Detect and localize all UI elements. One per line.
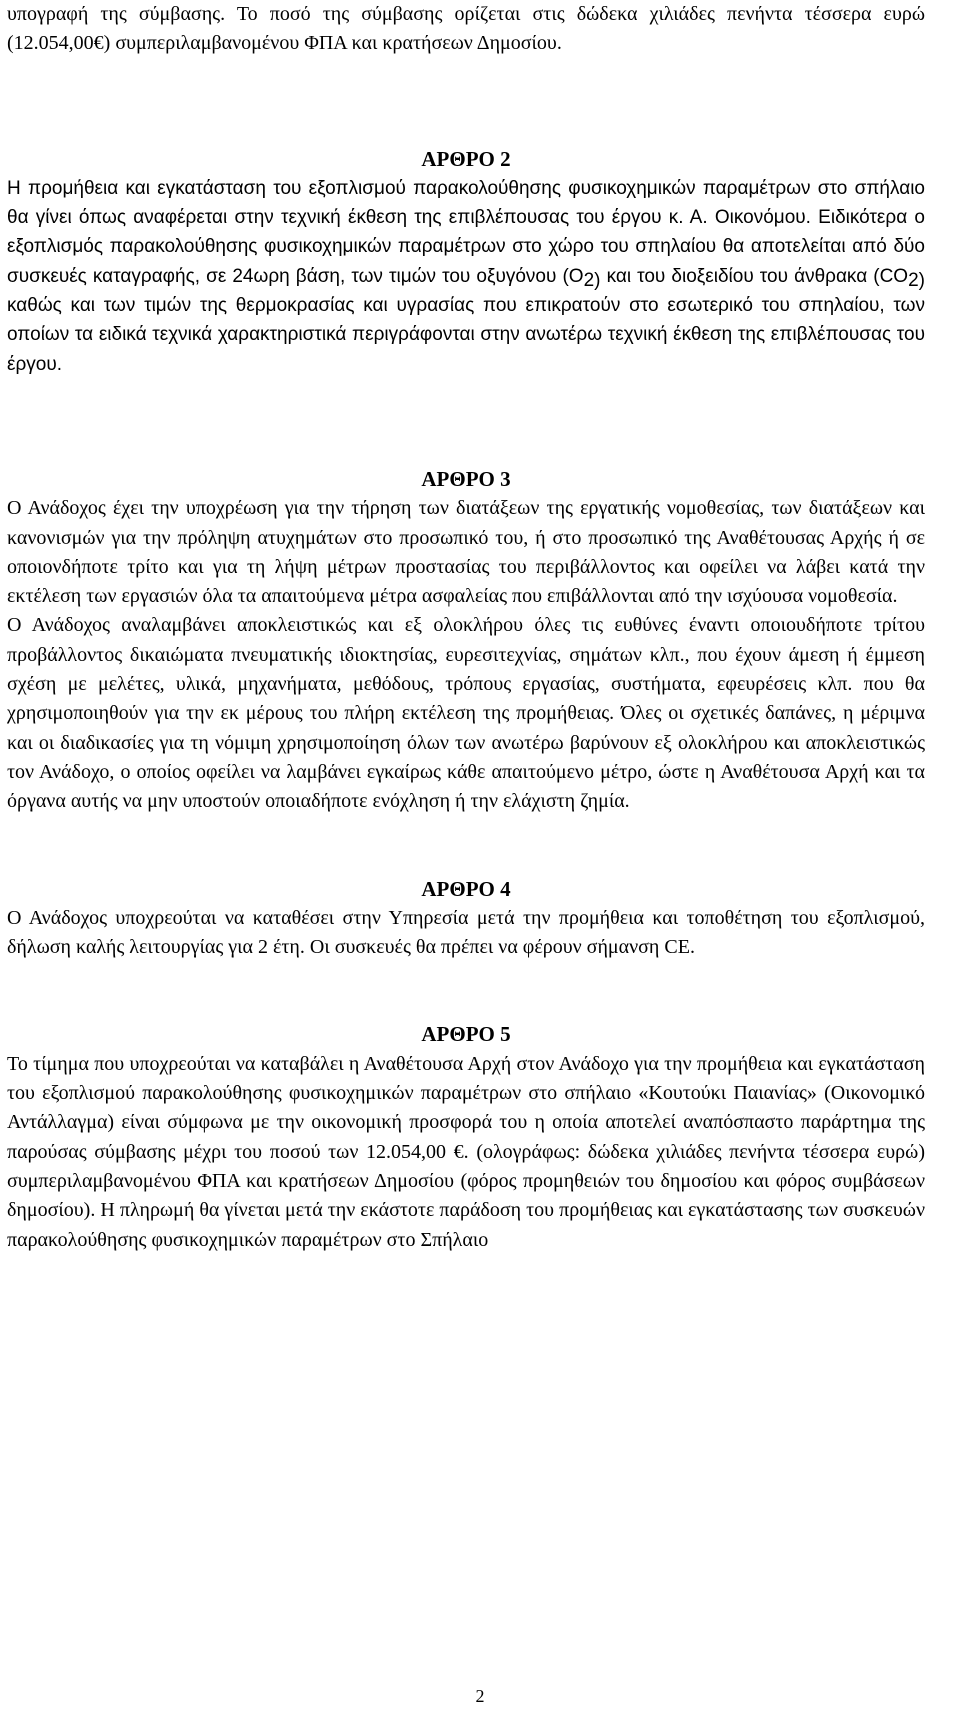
spacer [7,59,925,145]
article-3-heading: ΑΡΘΡΟ 3 [421,466,511,491]
article-4-heading: ΑΡΘΡΟ 4 [421,876,511,901]
oxygen-subscript: 2) [583,269,601,291]
spacer [7,962,925,1020]
document-page [7,0,925,1255]
page-number: 2 [475,1686,485,1706]
intro-paragraph: υπογραφή της σύμβασης. Το ποσό της σύμβασης ορίζεται στις δώδεκα χιλιάδες πενήντα τέσσερα ευρώ (12.054,00€) συμπεριλαμβανομένου ΦΠΑ και κρατήσεων Δημοσίου. [7,3,925,55]
article-5-body: Το τίμημα που υποχρεούται να καταβάλει η Αναθέτουσα Αρχή στον Ανάδοχο για την προμήθεια και εγκατάσταση του εξοπλισμού παρακολούθησης φυσικοχημικών παραμέτρων στο σπήλαιο «Κουτούκι Παιανίας» (Οικονομικό Αντάλλαγμα) είναι σύμφωνα με την οικονομική προσφορά του η οποία αποτελεί αναπόσπαστο παράρτημα της παρούσας σύμβασης μέχρι του ποσού των 12.054,00 €. (ολογράφως: δώδεκα χιλιάδες πενήντα τέσσερα ευρώ) συμπεριλαμβανομένου ΦΠΑ και κρατήσεων Δημοσίου (φόρος προμηθειών του δημοσίου και φόρος συμβάσεων δημοσίου). Η πληρωμή θα γίνεται μετά την εκάστοτε παράδοση του προμήθειας και εγκατάστασης των συσκευών παρακολούθησης φυσικοχημικών παραμέτρων στο Σπήλαιο [7,1052,925,1251]
spacer [7,379,925,465]
article-2-body [7,174,925,379]
article-5-heading: ΑΡΘΡΟ 5 [421,1022,511,1047]
article-2-text-b: και του διοξειδίου του άνθρακα (CO [600,265,909,287]
article-4-body: Ο Ανάδοχος υποχρεούται να καταθέσει στην Υπηρεσία μετά την προμήθεια και τοποθέτηση του εξοπλισμού, δήλωση καλής λειτουργίας για 2 έτη. Οι συσκευές θα πρέπει να φέρουν σήμανση CE. [7,906,925,959]
article-3-paragraph-2: Ο Ανάδοχος αναλαμβάνει αποκλειστικώς και εξ ολοκλήρου όλες τις ευθύνες έναντι οποιουδήποτε τρίτου προβάλλοντος δικαιώματα πνευματικής ιδιοκτησίας, ευρεσιτεχνίας, σημάτων κλπ., που έχουν άμεση ή έμμεση σχέση με μελέτες, υλικά, μηχανήματα, μεθόδους, τρόπους εργασίας, συστήματα, εφευρέσεις κλπ. που θα χρησιμοποιηθούν για την εκ μέρους του πλήρη εκτέλεση της προμήθειας. Όλες οι σχετικές δαπάνες, η μέριμνα και οι διαδικασίες για τη νόμιμη χρησιμοποίηση όλων των ανωτέρω βαρύνουν εξ ολοκλήρου και αποκλειστικώς τον Ανάδοχο, ο οποίος οφείλει να λαμβάνει εγκαίρως κάθε απαιτούμενο μέτρο, ώστε η Αναθέτουσα Αρχή και τα όργανα αυτής να μην υποστούν οποιαδήποτε ενόχληση ή την ελάχιστη ζημία. [7,614,925,813]
article-2-text-a: Η προμήθεια και εγκατάσταση του εξοπλισμού παρακολούθησης φυσικοχημικών παραμέτρων στο σπήλαιο θα γίνει όπως αναφέρεται στην τεχνική έκθεση της επιβλέπουσας του έργου κ. Α. Οικονόμου. Ειδικότερα ο εξοπλισμός παρακολούθησης φυσικοχημικών παραμέτρων στο χώρο του σπηλαίου θα αποτελείται από δύο συσκευές καταγραφής, σε 24ωρη βάση, των τιμών του οξυγόνου (Ο [7,177,925,287]
article-2-text-c: καθώς και των τιμών της θερμοκρασίας και υγρασίας που επικρατούν στο εσωτερικό του σπηλαίου, των οποίων τα ειδικά τεχνικά χαρακτηριστικά περιγράφονται στην ανωτέρω τεχνική έκθεση της επιβλέπουσας του έργου. [7,295,925,375]
co2-subscript: 2) [908,269,925,291]
article-3-paragraph-1: Ο Ανάδοχος έχει την υποχρέωση για την τήρηση των διατάξεων της εργατικής νομοθεσίας, των διατάξεων και κανονισμών για την πρόληψη ατυχημάτων στο προσωπικό του, ή στο προσωπικό της Αναθέτουσας Αρχής ή σε οποιονδήποτε τρίτο και για τη λήψη μέτρων προστασίας του περιβάλλοντος και οφείλει να λάβει κατά την εκτέλεση των εργασιών όλα τα απαιτούμενα μέτρα ασφαλείας που επιβάλλονται από την ισχύουσα νομοθεσία. [7,497,925,608]
article-2-heading: ΑΡΘΡΟ 2 [421,146,511,171]
spacer [7,817,925,875]
